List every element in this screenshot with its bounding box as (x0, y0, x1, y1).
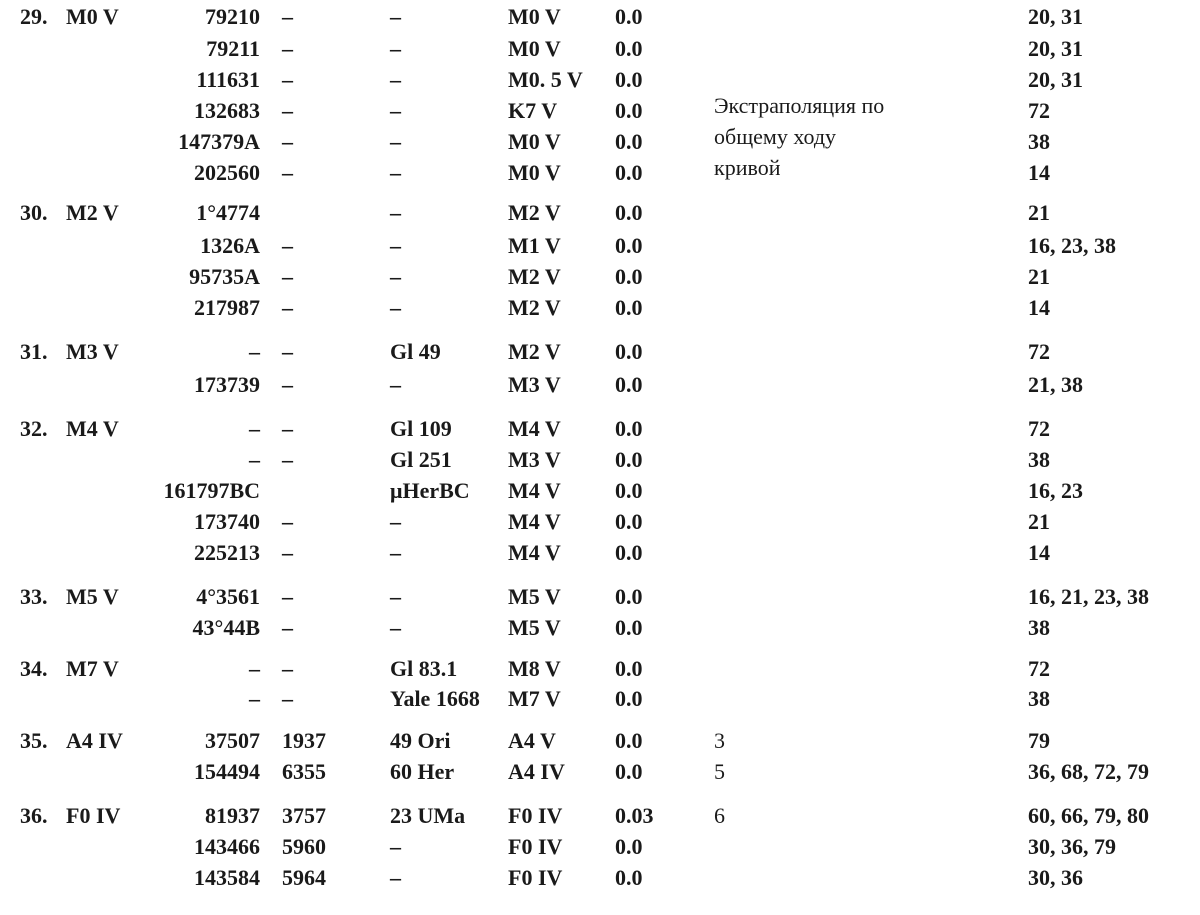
table-row (0, 266, 1200, 292)
note-number: 5 (714, 759, 725, 784)
star-name: Gl 83.1 (390, 656, 458, 681)
hr-number: – (282, 509, 293, 534)
spectral-type: A4 V (508, 728, 556, 753)
references: 38 (1028, 686, 1050, 711)
hd-number: – (249, 686, 260, 711)
value: 0.0 (615, 264, 643, 289)
star-name: – (390, 67, 401, 92)
hd-number: 79210 (205, 4, 260, 29)
value: 0.0 (615, 447, 643, 472)
spectral-type: M2 V (508, 339, 561, 364)
spectral-type: M0 V (508, 129, 561, 154)
table-row (0, 235, 1200, 261)
star-name: – (390, 4, 401, 29)
hr-number: – (282, 233, 293, 258)
spectral-class: F0 IV (66, 803, 121, 828)
hd-number: – (249, 416, 260, 441)
references: 38 (1028, 615, 1050, 640)
spectral-class: A4 IV (66, 728, 123, 753)
star-name: – (390, 615, 401, 640)
table-row (0, 586, 1200, 612)
spectral-type: M4 V (508, 509, 561, 534)
value: 0.03 (615, 803, 654, 828)
hr-number: – (282, 584, 293, 609)
spectral-class: M3 V (66, 339, 119, 364)
references: 60, 66, 79, 80 (1028, 803, 1149, 828)
spectral-type: F0 IV (508, 834, 563, 859)
hr-number: – (282, 372, 293, 397)
hr-number: – (282, 36, 293, 61)
hd-number: 81937 (205, 803, 260, 828)
references: 16, 23, 38 (1028, 233, 1116, 258)
value: 0.0 (615, 4, 643, 29)
hr-number: – (282, 4, 293, 29)
spectral-type: M5 V (508, 615, 561, 640)
value: 0.0 (615, 36, 643, 61)
row-number: 36. (20, 803, 48, 828)
table-row (0, 761, 1200, 787)
hd-number: – (249, 339, 260, 364)
table-row (0, 836, 1200, 862)
table-row (0, 341, 1200, 367)
extrapolation-note (714, 90, 884, 183)
row-number: 32. (20, 416, 48, 441)
references: 72 (1028, 98, 1050, 123)
note-line: общему ходу (714, 124, 837, 149)
table-row (0, 617, 1200, 643)
spectral-class: M0 V (66, 4, 119, 29)
hr-number: – (282, 264, 293, 289)
note-number: 3 (714, 728, 725, 753)
hd-number: 161797BC (163, 478, 260, 503)
value: 0.0 (615, 478, 643, 503)
row-number: 31. (20, 339, 48, 364)
value: 0.0 (615, 509, 643, 534)
value: 0.0 (615, 233, 643, 258)
spectral-type: M0 V (508, 36, 561, 61)
spectral-type: K7 V (508, 98, 558, 123)
references: 14 (1028, 160, 1050, 185)
spectral-class: M7 V (66, 656, 119, 681)
star-name: Yale 1668 (390, 686, 480, 711)
references: 20, 31 (1028, 67, 1083, 92)
star-name: – (390, 233, 401, 258)
references: 21 (1028, 200, 1050, 225)
hr-number: – (282, 295, 293, 320)
spectral-class: M5 V (66, 584, 119, 609)
hr-number: – (282, 656, 293, 681)
references: 38 (1028, 447, 1050, 472)
value: 0.0 (615, 728, 643, 753)
hr-number: – (282, 540, 293, 565)
hd-number: – (249, 656, 260, 681)
star-name: Gl 49 (390, 339, 441, 364)
spectral-type: M0 V (508, 160, 561, 185)
star-name: – (390, 36, 401, 61)
spectral-type: A4 IV (508, 759, 565, 784)
hr-number: – (282, 67, 293, 92)
hd-number: 95735A (189, 264, 260, 289)
hd-number: 1326A (200, 233, 260, 258)
spectral-type: F0 IV (508, 865, 563, 890)
table-row (0, 418, 1200, 444)
references: 30, 36, 79 (1028, 834, 1116, 859)
hr-number: – (282, 129, 293, 154)
value: 0.0 (615, 615, 643, 640)
star-name: 23 UMa (390, 803, 466, 828)
value: 0.0 (615, 584, 643, 609)
references: 30, 36 (1028, 865, 1083, 890)
star-name: Gl 109 (390, 416, 452, 441)
hr-number: – (282, 447, 293, 472)
hd-number: 1°4774 (196, 200, 260, 225)
value: 0.0 (615, 865, 643, 890)
hr-number: 5964 (282, 865, 326, 890)
spectral-type: M4 V (508, 540, 561, 565)
spectral-type: M2 V (508, 295, 561, 320)
hd-number: 143466 (194, 834, 260, 859)
spectral-type: M0 V (508, 4, 561, 29)
spectral-type: M4 V (508, 416, 561, 441)
references: 14 (1028, 295, 1050, 320)
hr-number: – (282, 160, 293, 185)
references: 21 (1028, 509, 1050, 534)
star-name: – (390, 200, 401, 225)
value: 0.0 (615, 295, 643, 320)
hr-number: – (282, 416, 293, 441)
spectral-type: M7 V (508, 686, 561, 711)
hr-number: – (282, 98, 293, 123)
hd-number: 154494 (194, 759, 260, 784)
hr-number: – (282, 686, 293, 711)
references: 20, 31 (1028, 4, 1083, 29)
value: 0.0 (615, 656, 643, 681)
note-line: Экстраполяция по (714, 93, 885, 118)
value: 0.0 (615, 339, 643, 364)
hd-number: – (249, 447, 260, 472)
row-number: 33. (20, 584, 48, 609)
spectral-class: M2 V (66, 200, 119, 225)
star-name: – (390, 160, 401, 185)
value: 0.0 (615, 98, 643, 123)
row-number: 34. (20, 656, 48, 681)
table-row (0, 867, 1200, 893)
hd-number: 202560 (194, 160, 260, 185)
references: 79 (1028, 728, 1050, 753)
references: 72 (1028, 656, 1050, 681)
hd-number: 79211 (206, 36, 260, 61)
value: 0.0 (615, 416, 643, 441)
spectral-type: M0. 5 V (508, 67, 583, 92)
references: 72 (1028, 416, 1050, 441)
table-row (0, 131, 1200, 157)
row-number: 30. (20, 200, 48, 225)
star-name: 49 Ori (390, 728, 451, 753)
table-row (0, 449, 1200, 475)
star-name: – (390, 372, 401, 397)
value: 0.0 (615, 834, 643, 859)
spectral-type: M1 V (508, 233, 561, 258)
hd-number: 173740 (194, 509, 260, 534)
star-name: – (390, 865, 401, 890)
table-row (0, 202, 1200, 228)
hd-number: 4°3561 (196, 584, 260, 609)
star-name: – (390, 98, 401, 123)
table-row (0, 542, 1200, 568)
star-name: – (390, 584, 401, 609)
references: 72 (1028, 339, 1050, 364)
hr-number: – (282, 615, 293, 640)
hd-number: 143584 (194, 865, 260, 890)
value: 0.0 (615, 129, 643, 154)
references: 16, 21, 23, 38 (1028, 584, 1149, 609)
table-row (0, 480, 1200, 506)
hr-number: – (282, 339, 293, 364)
table-row (0, 730, 1200, 756)
spectral-type: M2 V (508, 264, 561, 289)
row-number: 35. (20, 728, 48, 753)
hd-number: 37507 (205, 728, 260, 753)
hd-number: 225213 (194, 540, 260, 565)
value: 0.0 (615, 372, 643, 397)
references: 36, 68, 72, 79 (1028, 759, 1149, 784)
references: 14 (1028, 540, 1050, 565)
table-row (0, 688, 1200, 714)
table-row (0, 38, 1200, 64)
value: 0.0 (615, 160, 643, 185)
table-row (0, 374, 1200, 400)
table-row (0, 511, 1200, 537)
hr-number: 5960 (282, 834, 326, 859)
table-row (0, 805, 1200, 831)
spectral-type: M4 V (508, 478, 561, 503)
hd-number: 217987 (194, 295, 260, 320)
hd-number: 173739 (194, 372, 260, 397)
hd-number: 43°44B (192, 615, 260, 640)
hr-number: 6355 (282, 759, 326, 784)
references: 21 (1028, 264, 1050, 289)
note-line: кривой (714, 155, 781, 180)
references: 21, 38 (1028, 372, 1083, 397)
row-number: 29. (20, 4, 48, 29)
spectral-type: M8 V (508, 656, 561, 681)
value: 0.0 (615, 67, 643, 92)
star-name: – (390, 295, 401, 320)
table-row (0, 100, 1200, 126)
star-name: – (390, 834, 401, 859)
spectral-type: M2 V (508, 200, 561, 225)
table-row (0, 297, 1200, 323)
spectral-type: M5 V (508, 584, 561, 609)
note-number: 6 (714, 803, 725, 828)
spectral-type: M3 V (508, 447, 561, 472)
table-row (0, 69, 1200, 95)
hr-number: 3757 (282, 803, 326, 828)
value: 0.0 (615, 686, 643, 711)
table-row (0, 6, 1200, 32)
references: 20, 31 (1028, 36, 1083, 61)
value: 0.0 (615, 540, 643, 565)
spectral-class: M4 V (66, 416, 119, 441)
star-name: – (390, 264, 401, 289)
references: 38 (1028, 129, 1050, 154)
hd-number: 111631 (196, 67, 260, 92)
hd-number: 147379A (178, 129, 260, 154)
hd-number: 132683 (194, 98, 260, 123)
star-name: – (390, 540, 401, 565)
references: 16, 23 (1028, 478, 1083, 503)
star-name: 60 Her (390, 759, 455, 784)
table-row (0, 162, 1200, 188)
star-name: – (390, 129, 401, 154)
value: 0.0 (615, 200, 643, 225)
star-name: Gl 251 (390, 447, 452, 472)
value: 0.0 (615, 759, 643, 784)
star-name: – (390, 509, 401, 534)
table-row (0, 658, 1200, 684)
hr-number: 1937 (282, 728, 326, 753)
spectral-type: F0 IV (508, 803, 563, 828)
star-name: μHerBC (390, 478, 470, 503)
spectral-type: M3 V (508, 372, 561, 397)
